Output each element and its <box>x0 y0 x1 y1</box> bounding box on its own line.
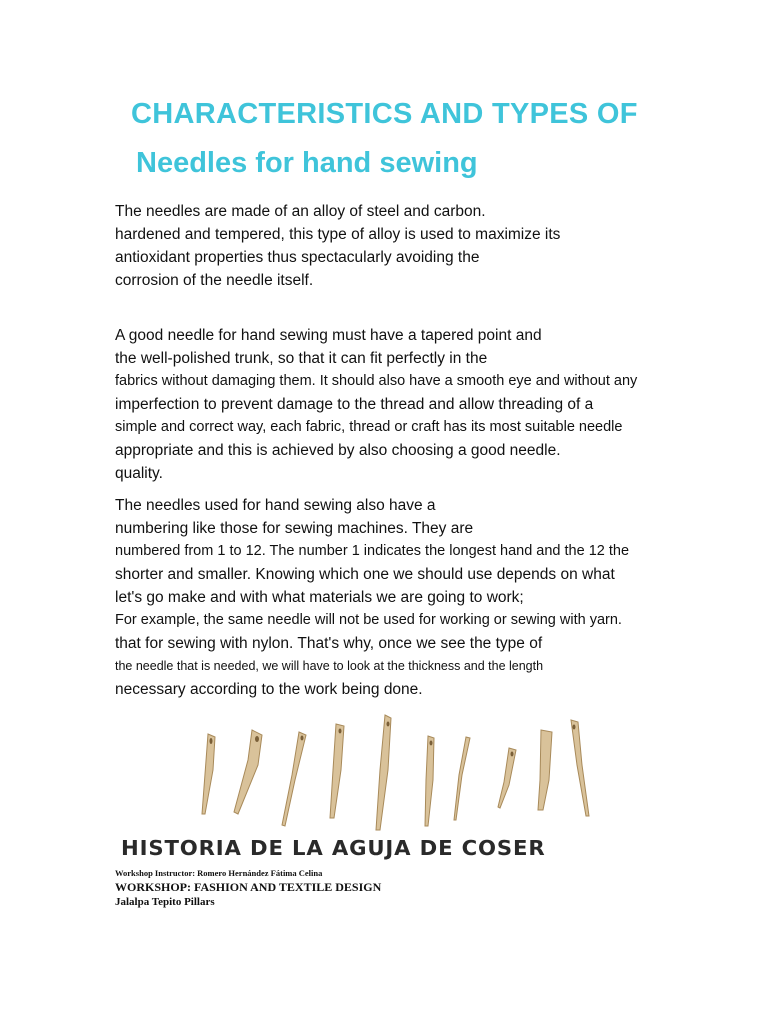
instructor-credit: Workshop Instructor: Romero Hernández Fátima Celina <box>115 868 323 878</box>
needle-5 <box>376 715 391 830</box>
needle-1 <box>202 734 215 814</box>
text-line: The needles are made of an alloy of steel and carbon. <box>115 203 486 220</box>
needle-9 <box>538 730 552 810</box>
workshop-credit: WORKSHOP: FASHION AND TEXTILE DESIGN <box>115 880 382 894</box>
needle-eye <box>210 738 213 744</box>
needle-eye <box>255 736 259 742</box>
needle-eye <box>511 752 514 757</box>
needle-2 <box>234 730 262 814</box>
needle-eye <box>301 736 304 741</box>
text-line: The needles used for hand sewing also have a <box>115 497 436 514</box>
needle-4 <box>330 724 344 818</box>
bone-needles-image <box>112 710 642 835</box>
credits-block <box>115 867 381 909</box>
text-line: the needle that is needed, we will have to look at the thickness and the length <box>115 659 544 673</box>
text-line: antioxidant properties thus spectacularly avoiding the <box>115 249 480 266</box>
needle-3 <box>282 732 306 826</box>
paragraph-good-needle <box>115 324 637 485</box>
text-line: shorter and smaller. Knowing which one we should use depends on what <box>115 566 615 583</box>
figure-caption: HISTORIA DE LA AGUJA DE COSER <box>121 836 546 860</box>
text-line: imperfection to prevent damage to the thread and allow threading of a <box>115 396 594 413</box>
text-line: that for sewing with nylon. That's why, once we see the type of <box>115 635 543 652</box>
text-line: For example, the same needle will not be used for working or sewing with yarn. <box>115 612 622 628</box>
text-line: appropriate and this is achieved by also choosing a good needle. <box>115 442 561 459</box>
needle-7 <box>454 737 470 820</box>
text-line: the well-polished trunk, so that it can fit perfectly in the <box>115 350 488 367</box>
needle-8 <box>498 748 516 808</box>
text-line: fabrics without damaging them. It should also have a smooth eye and without any <box>115 373 638 389</box>
text-line: simple and correct way, each fabric, thread or craft has its most suitable needle <box>115 419 623 435</box>
page-title: CHARACTERISTICS AND TYPES OF <box>131 98 638 130</box>
text-line: numbered from 1 to 12. The number 1 indicates the longest hand and the 12 the <box>115 543 630 559</box>
needle-eye <box>573 725 576 730</box>
needle-eye <box>387 722 390 727</box>
paragraph-numbering <box>115 494 629 701</box>
text-line: corrosion of the needle itself. <box>115 272 314 289</box>
needle-eye <box>430 741 433 746</box>
needle-10 <box>571 720 589 816</box>
needle-6 <box>425 736 434 826</box>
text-line: A good needle for hand sewing must have a tapered point and <box>115 327 542 344</box>
paragraph-materials <box>115 200 560 292</box>
text-line: let's go make and with what materials we are going to work; <box>115 589 524 606</box>
text-line: hardened and tempered, this type of alloy is used to maximize its <box>115 226 561 243</box>
text-line: numbering like those for sewing machines. They are <box>115 520 474 537</box>
page-subtitle: Needles for hand sewing <box>136 147 478 179</box>
needle-eye <box>339 729 342 734</box>
author-credit: Jalalpa Tepito Pillars <box>115 896 215 908</box>
text-line: necessary according to the work being done. <box>115 681 423 698</box>
text-line: quality. <box>115 465 163 482</box>
